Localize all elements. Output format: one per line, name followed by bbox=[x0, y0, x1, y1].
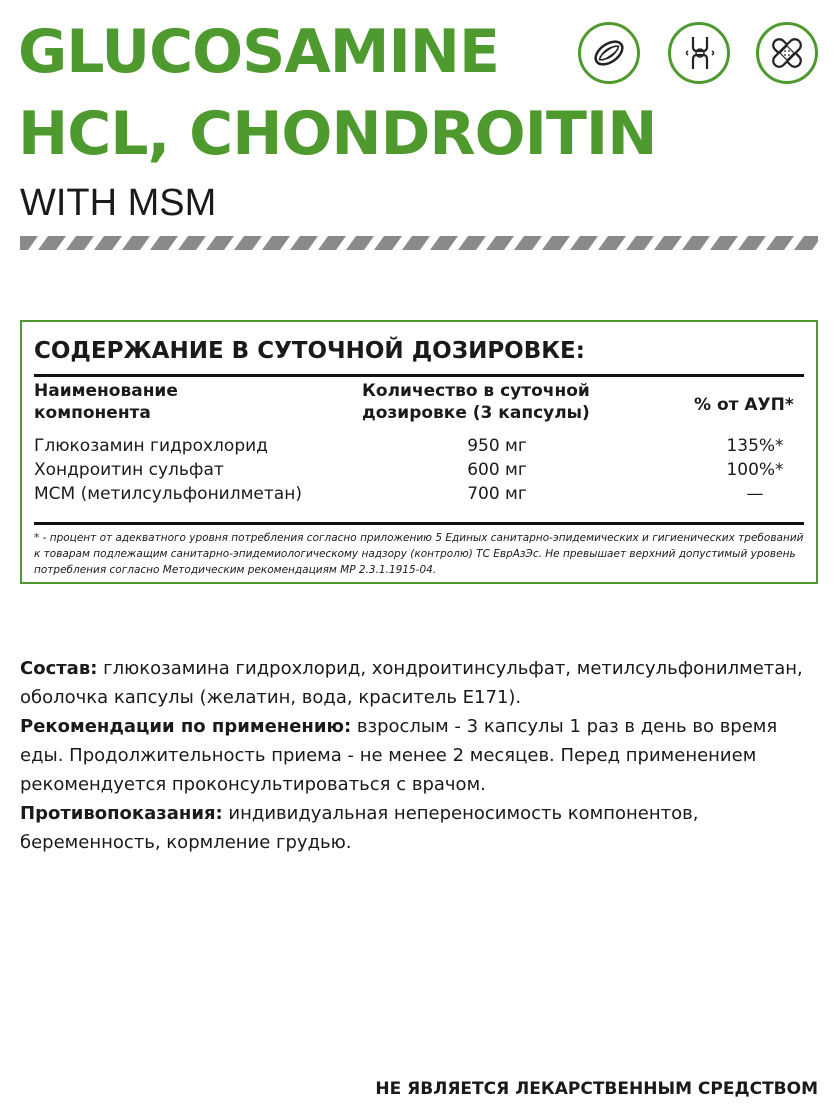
not-medicine-notice: НЕ ЯВЛЯЕТСЯ ЛЕКАРСТВЕННЫМ СРЕДСТВОМ bbox=[375, 1079, 818, 1099]
component-quantity: 950 мг bbox=[467, 436, 527, 456]
table-row bbox=[34, 484, 804, 508]
contraindications-paragraph bbox=[20, 799, 820, 857]
usage-text: взрослым - 3 капсулы 1 раз в день во время еды. Продолжительность приема - не менее 2 месяцев. Перед применением рекомендуется проконсультироваться с врачом. bbox=[20, 716, 778, 795]
column-header-name: Наименование компонента bbox=[34, 381, 178, 423]
product-title-line-2: HCL, CHONDROITIN bbox=[18, 99, 657, 169]
table-row bbox=[34, 436, 804, 460]
table-row bbox=[34, 460, 804, 484]
capsule-icon bbox=[578, 22, 640, 84]
product-info bbox=[20, 654, 820, 857]
column-header-percent: % от АУП* bbox=[694, 395, 794, 415]
joint-icon bbox=[668, 22, 730, 84]
product-subtitle: WITH MSM bbox=[20, 182, 217, 224]
product-title-line-1: GLUCOSAMINE bbox=[18, 17, 499, 87]
composition-label: Состав: bbox=[20, 658, 98, 679]
column-header-quantity: Количество в суточной дозировке (3 капсулы) bbox=[362, 381, 590, 423]
usage-label: Рекомендации по применению: bbox=[20, 716, 352, 737]
component-name: Хондроитин сульфат bbox=[34, 460, 224, 480]
table-top-rule bbox=[34, 374, 804, 377]
table-bottom-rule bbox=[34, 522, 804, 525]
component-quantity: 700 мг bbox=[467, 484, 527, 504]
component-quantity: 600 мг bbox=[467, 460, 527, 480]
component-percent: 100%* bbox=[726, 460, 784, 480]
dosage-footnote: * - процент от адекватного уровня потребления согласно приложению 5 Единых санитарно-эпидемических и гигиенических требований к товарам подлежащим санитарно-эпидемиологическому надзору (контролю) ТС ЕврАзЭс. Не превышает верхний допустимый уровень потребления согласно Методическим рекомендациям МР 2.3.1.1915-04. bbox=[34, 532, 804, 576]
bandage-icon bbox=[756, 22, 818, 84]
striped-divider bbox=[20, 236, 818, 250]
contraindications-label: Противопоказания: bbox=[20, 803, 223, 824]
usage-paragraph bbox=[20, 712, 820, 799]
component-name: МСМ (метилсульфонилметан) bbox=[34, 484, 302, 504]
composition-text: глюкозамина гидрохлорид, хондроитинсульфат, метилсульфонилметан, оболочка капсулы (желатин, вода, краситель Е171). bbox=[20, 658, 803, 708]
dosage-panel bbox=[20, 320, 818, 584]
component-percent: 135%* bbox=[726, 436, 784, 456]
dosage-title: СОДЕРЖАНИЕ В СУТОЧНОЙ ДОЗИРОВКЕ: bbox=[34, 338, 585, 364]
contraindications-text: индивидуальная непереносимость компонентов, беременность, кормление грудью. bbox=[20, 803, 699, 853]
component-name: Глюкозамин гидрохлорид bbox=[34, 436, 268, 456]
component-percent: — bbox=[746, 484, 764, 504]
composition-paragraph bbox=[20, 654, 820, 712]
